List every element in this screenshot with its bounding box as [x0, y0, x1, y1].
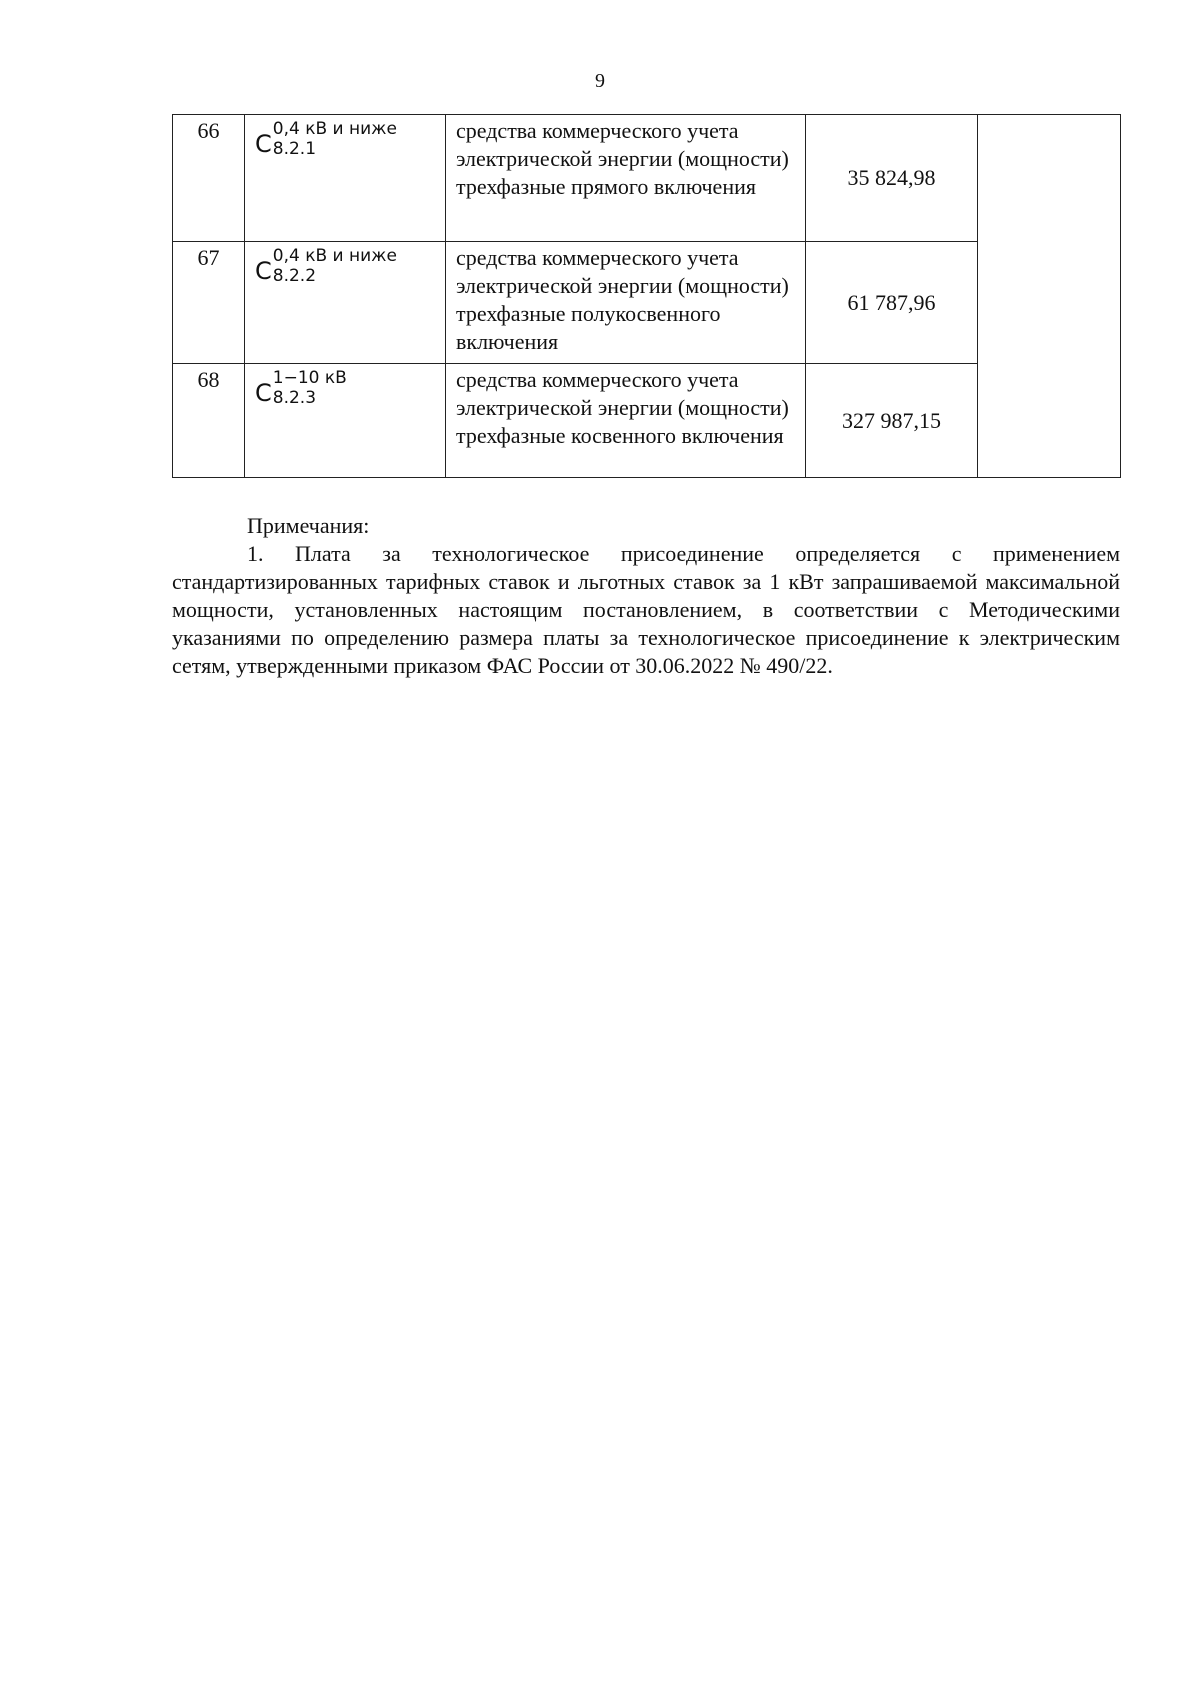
rate-code-base: C	[255, 379, 272, 407]
rate-code-index: 8.2.2	[272, 266, 317, 286]
rate-code-base: C	[255, 130, 272, 158]
rate-code	[245, 115, 446, 242]
rate-code	[245, 242, 446, 364]
rate-description: средства коммерческого учета электрической энергии (мощности) трехфазные косвенного включения	[446, 364, 806, 478]
rate-value: 61 787,96	[806, 242, 978, 364]
note-item: 1. Плата за технологическое присоединение определяется с применением стандартизированных тарифных ставок и льготных ставок за 1 кВт запрашиваемой максимальной мощности, установленных настоящим постановлением, в соответствии с Методическими указаниями по определению размера платы за технологическое присоединение к электрическим сетям, утвержденными приказом ФАС России от 30.06.2022 № 490/22.	[172, 541, 1120, 678]
row-number: 67	[173, 242, 245, 364]
notes-title: Примечания:	[247, 513, 370, 538]
notes-section	[172, 512, 1120, 680]
rate-value: 327 987,15	[806, 364, 978, 478]
rate-description: средства коммерческого учета электрической энергии (мощности) трехфазные прямого включения	[446, 115, 806, 242]
rate-code-index: 8.2.3	[272, 388, 317, 408]
row-number: 68	[173, 364, 245, 478]
rate-code-base: C	[255, 257, 272, 285]
table-row	[173, 115, 1121, 242]
row-number: 66	[173, 115, 245, 242]
rate-value: 35 824,98	[806, 115, 978, 242]
rate-code-formula	[255, 246, 397, 286]
rate-code-formula	[255, 368, 347, 408]
rate-description: средства коммерческого учета электрической энергии (мощности) трехфазные полукосвенного включения	[446, 242, 806, 364]
rate-code-voltage: 0,4 кВ и ниже	[272, 246, 397, 266]
tariff-rates-table	[172, 114, 1121, 478]
rate-code-voltage: 1−10 кВ	[272, 368, 347, 388]
empty-merged-cell	[978, 115, 1121, 478]
rate-code-index: 8.2.1	[272, 139, 317, 159]
rate-code-voltage: 0,4 кВ и ниже	[272, 119, 397, 139]
rate-code	[245, 364, 446, 478]
page-number: 9	[595, 70, 605, 92]
rate-code-formula	[255, 119, 397, 159]
